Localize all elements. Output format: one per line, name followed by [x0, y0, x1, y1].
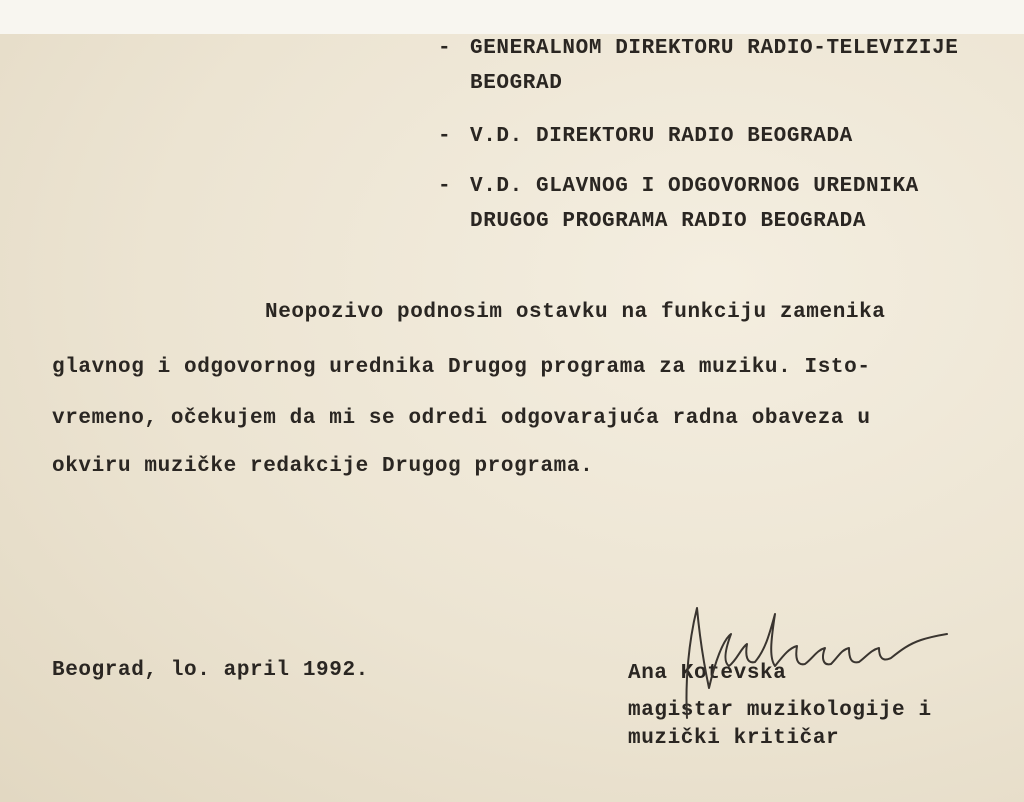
recipient-1-line-1: GENERALNOM DIREKTORU RADIO-TELEVIZIJE — [470, 37, 959, 60]
place-date: Beograd, lo. april 1992. — [52, 659, 369, 682]
author-title-line-1: magistar muzikologije i — [628, 699, 932, 722]
body-line: Neopozivo podnosim ostavku na funkciju zamenika — [265, 301, 886, 324]
body-line: glavnog i odgovornog urednika Drugog programa za muziku. Isto- — [52, 356, 871, 379]
recipient-1-line-2: BEOGRAD — [470, 72, 563, 95]
body-line: okviru muzičke redakcije Drugog programa. — [52, 455, 594, 478]
author-title-line-2: muzički kritičar — [628, 727, 840, 750]
page-top-margin — [0, 0, 1024, 34]
recipient-dash: - — [438, 175, 452, 198]
recipient-dash: - — [438, 125, 452, 148]
body-line: vremeno, očekujem da mi se odredi odgovarajuća radna obaveza u — [52, 407, 871, 430]
recipient-3-line-1: V.D. GLAVNOG I ODGOVORNOG UREDNIKA — [470, 175, 919, 198]
author-name: Ana Kotevska — [628, 662, 787, 685]
handwritten-signature — [665, 600, 985, 720]
recipient-dash: - — [438, 37, 452, 60]
recipient-3-line-2: DRUGOG PROGRAMA RADIO BEOGRADA — [470, 210, 867, 233]
recipient-2-line-1: V.D. DIREKTORU RADIO BEOGRADA — [470, 125, 853, 148]
